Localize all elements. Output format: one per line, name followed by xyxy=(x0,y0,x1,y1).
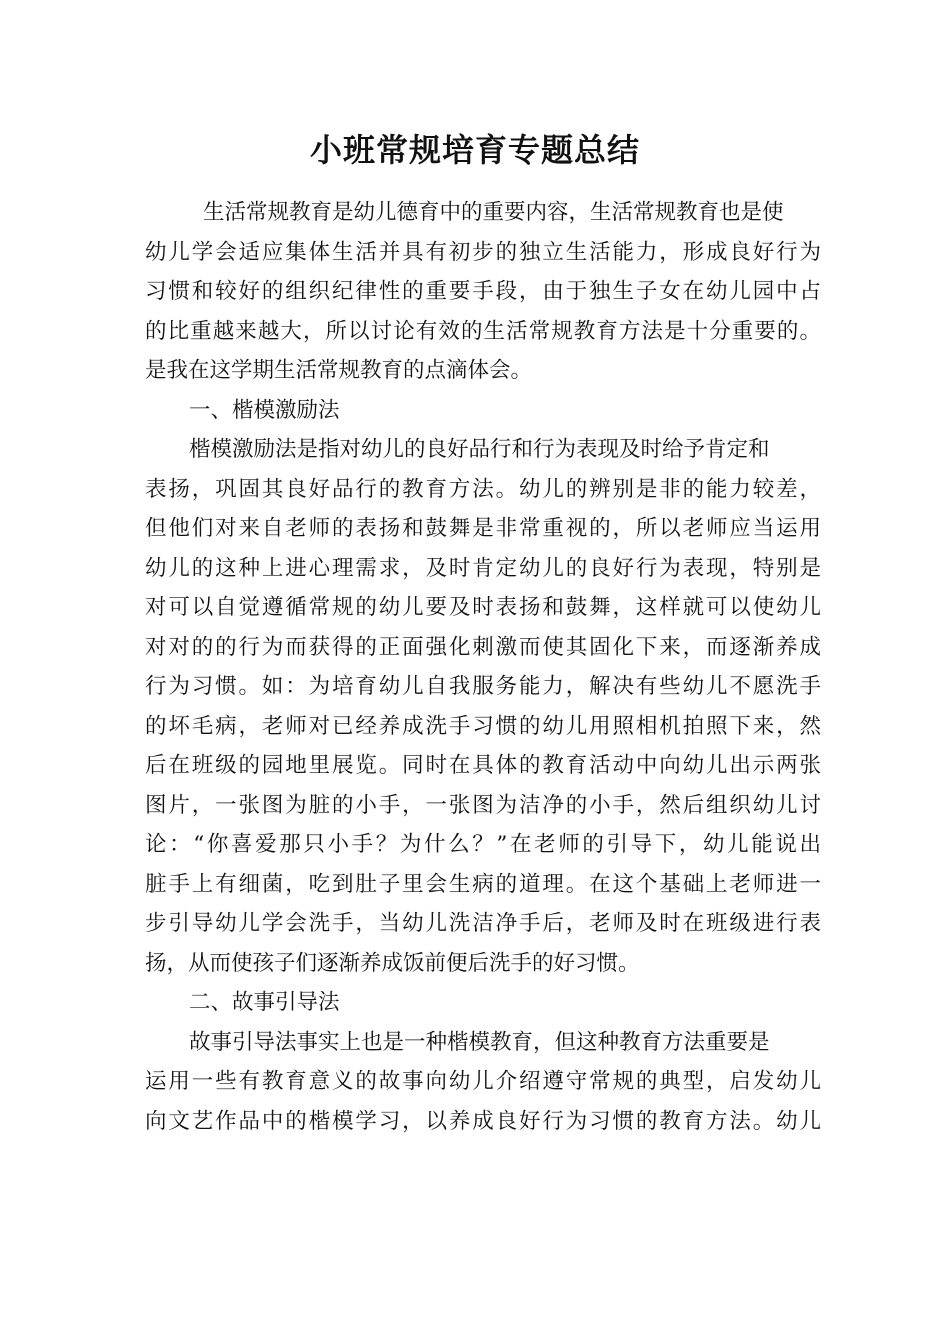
paragraph-line: 生活常规教育是幼儿德育中的重要内容，生活常规教育也是使 xyxy=(203,200,784,225)
paragraph-line: 的坏毛病，老师对已经养成洗手习惯的幼儿用照相机拍照下来，然 xyxy=(145,713,821,739)
paragraph-line: 楷模激励法是指对幼儿的良好品行和行为表现及时给予肯定和 xyxy=(189,437,770,462)
paragraph-line: 行为习惯。如：为培育幼儿自我服务能力，解决有些幼儿不愿洗手 xyxy=(145,674,821,699)
paragraph-line: 后在班级的园地里展览。同时在具体的教育活动中向幼儿出示两张 xyxy=(145,753,821,778)
paragraph-line: 表扬，巩固其良好品行的教育方法。幼儿的辨别是非的能力较差， xyxy=(145,476,821,502)
paragraph-line: 但他们对来自老师的表扬和鼓舞是非常重视的，所以老师应当运用 xyxy=(145,516,821,541)
document-body xyxy=(145,193,821,1141)
paragraph-line: 运用一些有教育意义的故事向幼儿介绍遵守常规的典型，启发幼儿 xyxy=(145,1069,821,1094)
paragraph-line: 故事引导法事实上也是一种楷模教育，但这种教育方法重要是 xyxy=(189,1029,770,1055)
paragraph-line: 向文艺作品中的楷模学习，以养成良好行为习惯的教育方法。幼儿 xyxy=(145,1108,821,1134)
paragraph-line: 脏手上有细菌，吃到肚子里会生病的道理。在这个基础上老师进一 xyxy=(145,871,821,897)
paragraph-line: 是我在这学期生活常规教育的点滴体会。 xyxy=(145,358,533,383)
paragraph-line: 图片，一张图为脏的小手，一张图为洁净的小手，然后组织幼儿讨 xyxy=(145,792,821,818)
paragraph-line: 对对的的行为而获得的正面强化刺激而使其固化下来，而逐渐养成 xyxy=(145,634,821,660)
paragraph-line: 幼儿的这种上进心理需求，及时肯定幼儿的良好行为表现，特别是 xyxy=(145,555,821,581)
paragraph-line: 扬，从而使孩子们逐渐养成饭前便后洗手的好习惯。 xyxy=(145,950,640,976)
document-title: 小班常规培育专题总结 xyxy=(309,131,640,169)
paragraph-line: 步引导幼儿学会洗手，当幼儿洗洁净手后，老师及时在班级进行表 xyxy=(145,911,821,936)
paragraph-line: 的比重越来越大，所以讨论有效的生活常规教育方法是十分重要的。 xyxy=(145,318,821,344)
paragraph-line: 对可以自觉遵循常规的幼儿要及时表扬和鼓舞，这样就可以使幼儿 xyxy=(145,595,821,620)
paragraph-line: 论：“你喜爱那只小手？为什么？”在老师的引导下，幼儿能说出 xyxy=(145,832,821,857)
section-heading: 二、故事引导法 xyxy=(189,990,340,1015)
paragraph-line: 习惯和较好的组织纪律性的重要手段，由于独生子女在幼儿园中占 xyxy=(145,279,821,304)
section-heading: 一、楷模激励法 xyxy=(189,397,340,423)
paragraph-line: 幼儿学会适应集体生活并具有初步的独立生活能力，形成良好行为 xyxy=(145,239,821,265)
